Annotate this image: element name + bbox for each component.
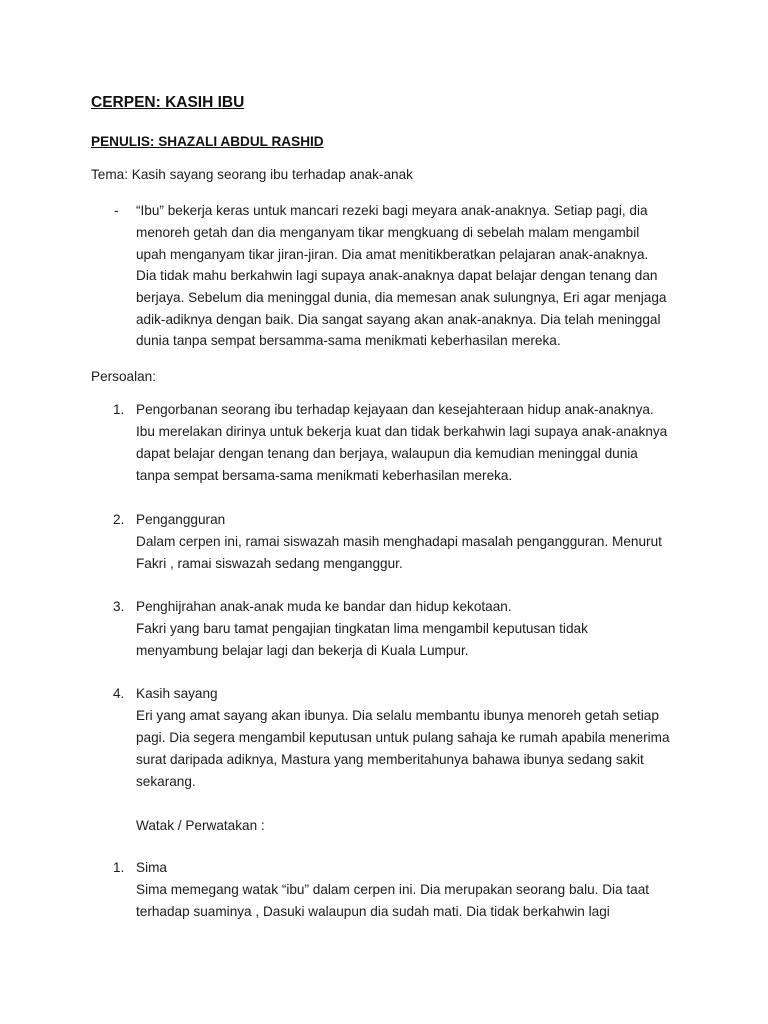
list-item-line: Eri yang amat sayang akan ibunya. Dia selalu membantu ibunya menoreh getah setiap [136, 708, 659, 723]
paragraph-line: Dia tidak mahu berkahwin lagi supaya anak-anaknya dapat belajar dengan tenang dan [136, 268, 658, 283]
dash-bullet-marker: - [114, 203, 119, 218]
list-item-line: menyambung belajar lagi dan bekerja di Kuala Lumpur. [136, 643, 469, 658]
list-item-line: surat daripada adiknya, Mastura yang memberitahunya bahawa ibunya sedang sakit [136, 752, 644, 767]
list-item-line: Pengangguran [136, 512, 226, 527]
watak-heading: Watak / Perwatakan : [136, 818, 265, 833]
list-number: 1. [113, 860, 125, 875]
theme-line: Tema: Kasih sayang seorang ibu terhadap anak-anak [91, 167, 413, 182]
list-item-line: Sima [136, 860, 167, 875]
list-item-line: terhadap suaminya , Dasuki walaupun dia sudah mati. Dia tidak berkahwin lagi [136, 904, 610, 919]
list-item-line: Dalam cerpen ini, ramai siswazah masih menghadapi masalah pengangguran. Menurut [136, 534, 662, 549]
paragraph-line: adik-adiknya dengan baik. Dia sangat sayang akan anak-anaknya. Dia telah meninggal [136, 312, 661, 327]
list-item-line: dapat belajar dengan tenang dan berjaya, walaupun dia kemudian meninggal dunia [136, 446, 638, 461]
paragraph-line: “Ibu” bekerja keras untuk mancari rezeki bagi meyara anak-anaknya. Setiap pagi, dia [136, 203, 648, 218]
author-line: PENULIS: SHAZALI ABDUL RASHID [91, 134, 324, 149]
paragraph-line: menoreh getah dan dia menganyam tikar mengkuang di sebelah malam mengambil [136, 225, 640, 240]
list-number: 1. [113, 402, 125, 417]
list-item-line: Fakri yang baru tamat pengajian tingkatan lima mengambil keputusan tidak [136, 621, 588, 636]
list-number: 3. [113, 599, 125, 614]
paragraph-line: dunia tanpa sempat bersamma-sama menikmati keberhasilan mereka. [136, 333, 561, 348]
document-title: CERPEN: KASIH IBU [91, 94, 245, 111]
list-item-line: Pengorbanan seorang ibu terhadap kejayaan dan kesejahteraan hidup anak-anaknya. [136, 402, 654, 417]
list-item-line: Kasih sayang [136, 686, 218, 701]
list-item-line: pagi. Dia segera mengambil keputusan untuk pulang sahaja ke rumah apabila menerima [136, 730, 670, 745]
paragraph-line: berjaya. Sebelum dia meninggal dunia, dia memesan anak sulungnya, Eri agar menjaga [136, 290, 667, 305]
list-item-line: sekarang. [136, 774, 196, 789]
list-item-line: Sima memegang watak “ibu” dalam cerpen ini. Dia merupakan seorang balu. Dia taat [136, 882, 650, 897]
list-number: 4. [113, 686, 125, 701]
list-item-line: tanpa sempat bersama-sama menikmati keberhasilan mereka. [136, 468, 513, 483]
paragraph-line: upah menganyam tikar jiran-jiran. Dia amat menitikberatkan pelajaran anak-anaknya. [136, 247, 649, 262]
list-item-line: Ibu merelakan dirinya untuk bekerja kuat dan tidak berkahwin lagi supaya anak-anaknya [136, 424, 668, 439]
persoalan-heading: Persoalan: [91, 369, 156, 384]
list-number: 2. [113, 512, 125, 527]
list-item-line: Penghijrahan anak-anak muda ke bandar dan hidup kekotaan. [136, 599, 512, 614]
list-item-line: Fakri , ramai siswazah sedang menganggur. [136, 556, 403, 571]
